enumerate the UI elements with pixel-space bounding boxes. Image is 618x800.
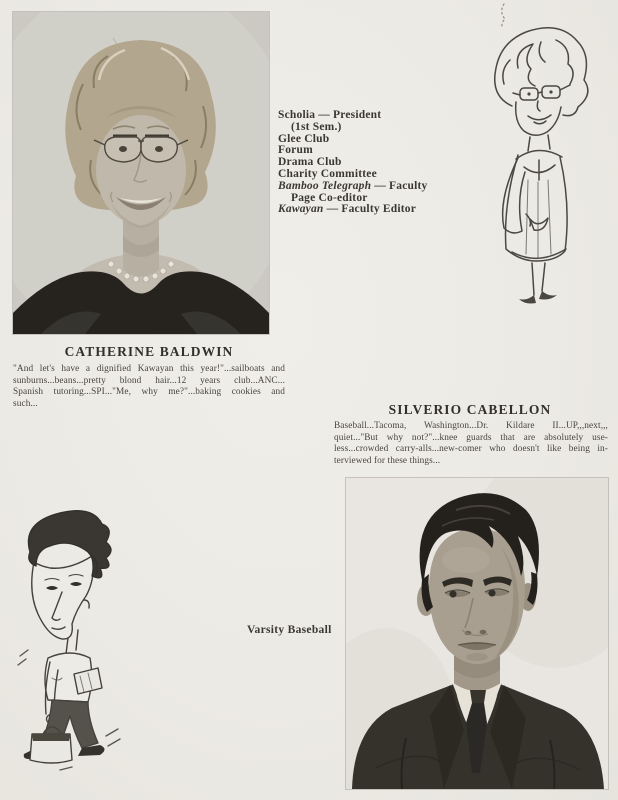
bio-line: Spanish tutoring...SPI..."Me, why me?"...baking cookies and [13,387,285,398]
bio-line: such... [13,398,38,409]
catherine-portrait-photo [13,12,269,334]
publication-title: Bamboo Telegraph [278,179,372,192]
publication-title: Kawayan [278,203,324,216]
silverio-portrait-photo [346,478,608,789]
bio-line: Baseball...Tacoma, Washington...Dr. Kildare II...UP,,,next,,, [334,421,608,431]
bio-line: quiet..."But why not?"...knee guards that are absolutely use- [334,432,608,443]
silverio-bio-text [334,421,608,467]
activity-item: Glee Club [278,132,330,145]
activity-item: (1st Sem.) [291,120,342,133]
bio-line: sunburns...beans...pretty blond hair...12 years club...ANC... [13,375,285,386]
activity-item-rest: — Faculty [371,179,428,192]
activity-item [278,204,468,216]
activity-item: Charity Committee [278,167,377,180]
activity-item: Page Co-editor [291,191,368,204]
bio-line: terviewed for these things... [334,455,441,466]
silverio-activity-caption: Varsity Baseball [247,624,332,636]
bio-line: less...crowded carry-alls...new-comer who doesn't like being in- [334,444,608,455]
catherine-bio-text [13,364,285,410]
silverio-caricature-drawing [12,508,144,784]
silverio-name-heading: SILVERIO CABELLON [388,402,552,417]
silverio-portrait-illustration [346,478,608,789]
activity-item: Drama Club [278,156,342,169]
activity-item: Scholia — President [278,109,382,121]
catherine-portrait-illustration [13,12,269,334]
activity-item-rest: — Faculty Editor [323,203,417,216]
catherine-caricature-drawing [478,8,596,320]
activity-item [278,181,468,193]
bio-line: "And let's have a dignified Kawayan this year!"...sailboats and [13,364,285,374]
activity-item: Forum [278,144,313,157]
catherine-name-heading: CATHERINE BALDWIN [64,344,234,359]
catherine-activity-list [278,110,468,216]
